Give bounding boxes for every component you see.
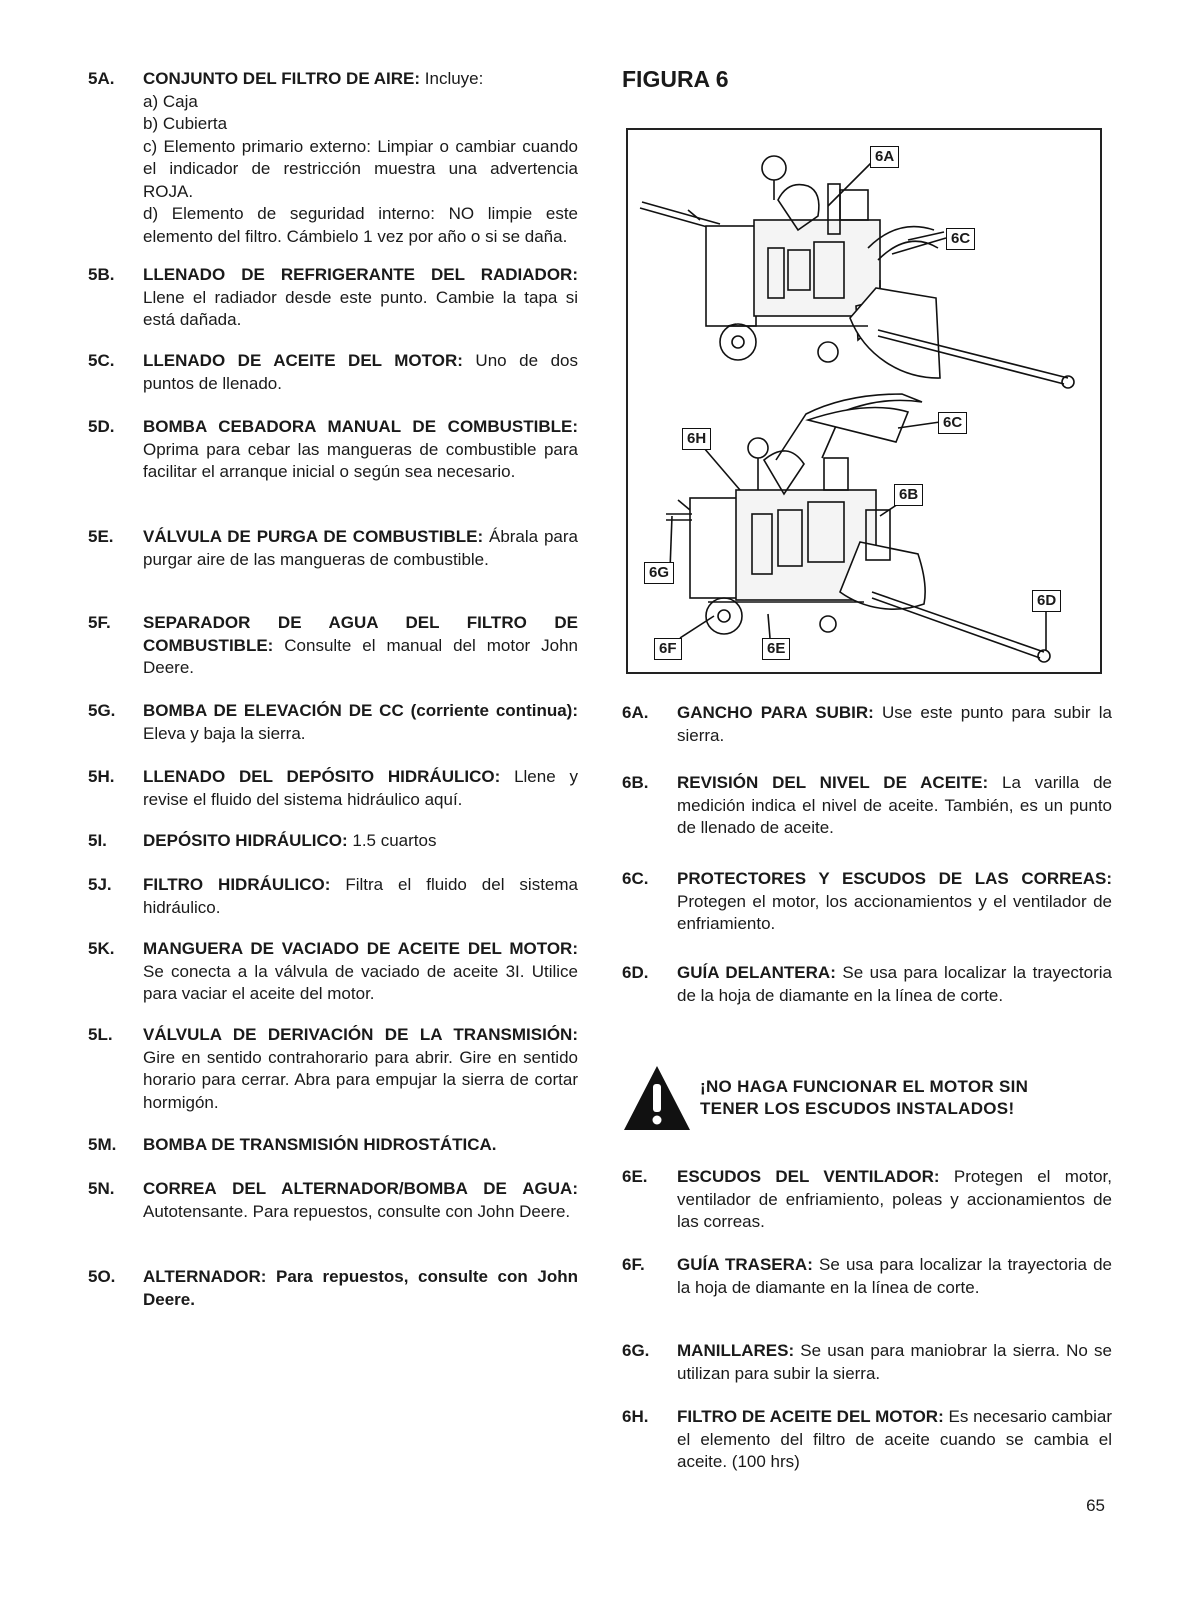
item-title: GANCHO PARA SUBIR: [677, 703, 874, 722]
item-code: 5D. [88, 417, 115, 436]
sub-b: b) Cubierta [143, 114, 228, 133]
item-text: Filtra el fluido del sistema hidráulico. [143, 875, 578, 917]
item-title: BOMBA CEBADORA MANUAL DE COMBUSTIBLE: [143, 417, 578, 436]
item-code: 6G. [622, 1341, 650, 1360]
item-text: 1.5 cuartos [347, 831, 437, 850]
item-code: 6C. [622, 869, 649, 888]
item-title: CONJUNTO DEL FILTRO DE AIRE: [143, 69, 421, 88]
item-text: Eleva y baja la sierra. [143, 723, 306, 743]
item-code: 5H. [88, 767, 115, 786]
item-text: Consulte el manual del motor John Deere. [143, 635, 578, 677]
figure-title: FIGURA 6 [622, 66, 729, 92]
callout-6e: 6E [762, 638, 790, 660]
item-title: BOMBA DE TRANSMISIÓN HIDROSTÁTICA. [143, 1135, 497, 1154]
item-title: LLENADO DEL DEPÓSITO HIDRÁULICO: [143, 767, 501, 786]
item-title: SEPARADOR DE AGUA DEL FILTRO DE COMBUSTIBLE: [143, 613, 578, 655]
item-title: GUÍA TRASERA: [677, 1255, 813, 1274]
item-code: 5J. [88, 875, 112, 894]
item-title: VÁLVULA DE PURGA DE COMBUSTIBLE: [143, 527, 484, 546]
item-code: 5O. [88, 1267, 116, 1286]
item-code: 5I. [88, 831, 107, 850]
item-code: 6H. [622, 1407, 649, 1426]
callout-6f: 6F [654, 638, 682, 660]
callout-6h: 6H [682, 428, 711, 450]
item-text: Llene y revise el fluido del sistema hidráulico aquí. [143, 767, 578, 809]
item-title: ALTERNADOR: Para repuestos, consulte con John Deere. [143, 1267, 578, 1309]
item-code: 5B. [88, 265, 115, 284]
item-code: 5F. [88, 613, 111, 632]
item-text: Incluye: [420, 69, 484, 88]
item-text: Es necesario cambiar el elemento del filtro de aceite cuando se cambia el aceite. (100 hrs) [677, 1407, 1112, 1471]
item-title: CORREA DEL ALTERNADOR/BOMBA DE AGUA: [143, 1179, 578, 1198]
item-code: 5A. [88, 69, 115, 88]
sub-d: d) Elemento de seguridad interno: NO limpie este elemento del filtro. Cámbielo 1 vez por año o si se daña. [143, 204, 578, 246]
item-text: Se usa para localizar la trayectoria de la hoja de diamante en la línea de corte. [677, 1255, 1112, 1297]
item-title: GUÍA DELANTERA: [677, 963, 836, 982]
item-title: DEPÓSITO HIDRÁULICO: [143, 831, 348, 850]
item-title: REVISIÓN DEL NIVEL DE ACEITE: [677, 773, 989, 792]
warning-triangle-icon [622, 1064, 692, 1132]
item-title: FILTRO DE ACEITE DEL MOTOR: [677, 1407, 944, 1426]
item-code: 6F. [622, 1255, 645, 1274]
item-code: 6B. [622, 773, 649, 792]
item-code: 5K. [88, 939, 115, 958]
item-text: Ábrala para purgar aire de las mangueras de combustible. [143, 527, 578, 569]
item-title: ESCUDOS DEL VENTILADOR: [677, 1167, 940, 1186]
callout-6a: 6A [870, 146, 899, 168]
item-title: VÁLVULA DE DERIVACIÓN DE LA TRANSMISIÓN: [143, 1025, 578, 1044]
sub-a: a) Caja [143, 91, 198, 111]
item-title: FILTRO HIDRÁULICO: [143, 875, 331, 894]
item-text: Se conecta a la válvula de vaciado de aceite 3I. Utilice para vaciar el aceite del motor. [143, 961, 578, 1003]
item-title: MANILLARES: [677, 1341, 795, 1360]
item-code: 5E. [88, 527, 114, 546]
item-code: 6E. [622, 1167, 648, 1186]
callout-6g: 6G [644, 562, 674, 584]
item-code: 5M. [88, 1135, 117, 1154]
warning-line-2: TENER LOS ESCUDOS INSTALADOS! [700, 1099, 1015, 1118]
page-number: 65 [1086, 1496, 1105, 1515]
item-text: Oprima para cebar las mangueras de combustible para facilitar el arranque inicial o según sea necesario. [143, 439, 578, 481]
sub-c: c) Elemento primario externo: Limpiar o cambiar cuando el indicador de restricción muestra una advertencia ROJA. [143, 136, 578, 201]
item-text: Llene el radiador desde este punto. Cambie la tapa si está dañada. [143, 287, 578, 329]
item-code: 6A. [622, 703, 649, 722]
item-title: PROTECTORES Y ESCUDOS DE LAS CORREAS: [677, 869, 1112, 888]
callout-6c-top: 6C [946, 228, 975, 250]
warning-text [700, 1076, 1028, 1120]
item-text: Use este punto para subir la sierra. [677, 703, 1112, 745]
item-title: LLENADO DE REFRIGERANTE DEL RADIADOR: [143, 265, 578, 284]
item-code: 5G. [88, 701, 116, 720]
warning-box [622, 1064, 1112, 1134]
item-text: Autotensante. Para repuestos, consulte con John Deere. [143, 1201, 571, 1221]
item-code: 5N. [88, 1179, 115, 1198]
item-code: 5C. [88, 351, 115, 370]
item-text: La varilla de medición indica el nivel de aceite. También, es un punto de llenado de aceite. [677, 773, 1112, 837]
item-code: 6D. [622, 963, 649, 982]
item-title: MANGUERA DE VACIADO DE ACEITE DEL MOTOR: [143, 939, 578, 958]
callout-6c-bottom: 6C [938, 412, 967, 434]
figure-6 [626, 128, 1102, 674]
item-text: Protegen el motor, los accionamientos y el ventilador de enfriamiento. [677, 891, 1112, 933]
item-title: LLENADO DE ACEITE DEL MOTOR: [143, 351, 463, 370]
callout-6b: 6B [894, 484, 923, 506]
callout-6d: 6D [1032, 590, 1061, 612]
item-text: Se usa para localizar la trayectoria de la hoja de diamante en la línea de corte. [677, 963, 1112, 1005]
item-text: Uno de dos puntos de llenado. [143, 351, 578, 393]
item-text: Gire en sentido contrahorario para abrir. Gire en sentido horario para cerrar. Abra para empujar la sierra de cortar hormigón. [143, 1047, 578, 1112]
item-title: BOMBA DE ELEVACIÓN DE CC (corriente continua): [143, 701, 578, 720]
warning-line-1: ¡NO HAGA FUNCIONAR EL MOTOR SIN [700, 1077, 1029, 1096]
item-text: Protegen el motor, ventilador de enfriamiento, poleas y accionamientos de las correas. [677, 1167, 1113, 1231]
item-code: 5L. [88, 1025, 113, 1044]
saw-illustration [628, 130, 1100, 672]
item-text: Se usan para maniobrar la sierra. No se utilizan para subir la sierra. [677, 1341, 1112, 1383]
